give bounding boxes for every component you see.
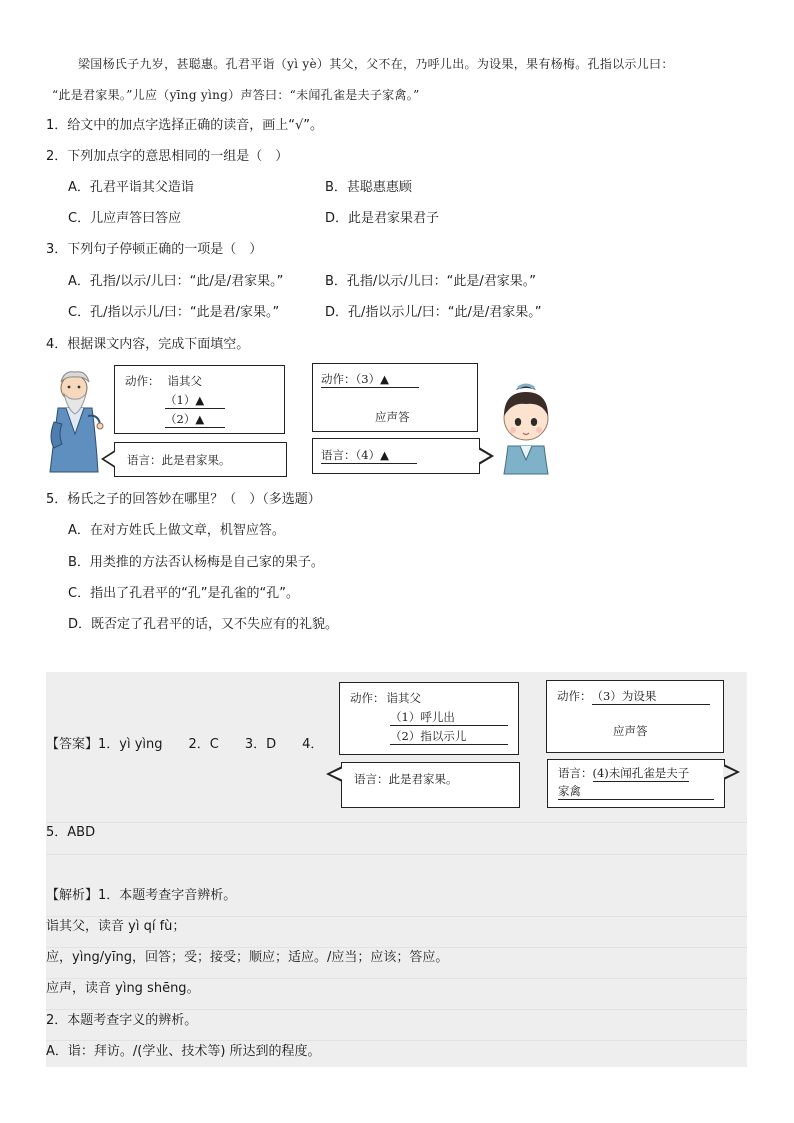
question-3-option-a: A．孔指/以示/儿曰：“此/是/君家果。”	[68, 274, 284, 289]
answer-right-speech-fill-2: 家禽	[558, 783, 714, 800]
answer-left-speech-text: 语言：此是君家果。	[354, 772, 458, 786]
answer-items: 1．yì yìng 2．C 3．D 4．	[98, 737, 324, 752]
question-5-option-c: C．指出了孔君平的“孔”是孔雀的“孔”。	[68, 586, 300, 601]
question-1: 1．给文中的加点字选择正确的读音，画上“√”。	[46, 118, 324, 133]
question-2-option-d: D．此是君家果君子	[325, 211, 440, 226]
blank-2: （2）▲	[165, 411, 225, 428]
analysis-line-4: 应声，读音 yìng shēng。	[46, 981, 200, 996]
left-speech-box	[114, 442, 287, 477]
question-2-option-b: B．甚聪惠惠顾	[325, 180, 412, 195]
answer-right-speech-prefix: 语言：	[558, 766, 593, 780]
right-action-text: 动作：（3）▲	[321, 371, 419, 388]
question-5-option-b: B．用类推的方法否认杨梅是自己家的果子。	[68, 555, 324, 570]
analysis-text-1: 1．本题考查字音辨析。	[98, 888, 237, 903]
analysis-line-5: 2．本题考查字义的辨析。	[46, 1013, 198, 1028]
analysis-line-1	[46, 886, 236, 906]
answer-right-action-box	[546, 680, 724, 753]
question-5-option-a: A．在对方姓氏上做文章，机智应答。	[68, 523, 285, 538]
answer-label: 【答案】	[46, 737, 99, 752]
answer-q5: 5．ABD	[46, 825, 96, 840]
question-3-stem: 3．下列句子停顿正确的一项是（ ）	[46, 242, 263, 257]
right-middle-text: 应声答	[375, 410, 410, 424]
yang-son-illustration	[496, 380, 558, 476]
question-2-option-c: C．儿应声答曰答应	[68, 211, 182, 226]
answer-right-speech-box	[547, 759, 725, 808]
answer-left-action-text: 诣其父	[386, 691, 421, 705]
answer-right-action-fill: （3）为设果	[592, 688, 710, 705]
answer-line	[46, 735, 323, 755]
question-5-stem: 5．杨氏之子的回答妙在哪里？（ ）（多选题）	[46, 492, 321, 507]
analysis-line-2: 诣其父，读音 yì qí fù；	[46, 919, 186, 934]
left-action-label: 动作：	[125, 374, 160, 388]
question-4-stem: 4．根据课文内容，完成下面填空。	[46, 337, 250, 352]
question-2-stem: 2．下列加点字的意思相同的一组是（ ）	[46, 149, 289, 164]
right-action-box	[312, 363, 478, 432]
question-5-option-d: D．既否定了孔君平的话，又不失应有的礼貌。	[68, 617, 339, 632]
answer-right-middle: 应声答	[613, 724, 648, 738]
right-speech-box	[312, 438, 480, 474]
left-speech-text: 语言：此是君家果。	[127, 453, 231, 467]
answer-left-speech-box	[341, 762, 520, 808]
blank-1: （1）▲	[165, 392, 225, 409]
passage-line-1: 梁国杨氏子九岁，甚聪惠。孔君平诣（yì yè）其父，父不在，乃呼儿出。为设果，果有杨梅。孔指以示儿曰：	[78, 57, 674, 71]
answer-left-action-box	[339, 682, 519, 755]
question-3-option-d: D．孔/指以示儿/曰：“此/是/君家果。”	[325, 305, 542, 320]
analysis-label: 【解析】	[46, 888, 99, 903]
answer-fill-2: （2）指以示儿	[390, 728, 508, 745]
question-3-option-c: C．孔/指以示儿/曰：“此是君/家果。”	[68, 305, 280, 320]
left-action-box	[114, 365, 285, 434]
passage-line-2: “此是君家果。”儿应（yīng yìng）声答曰：“未闻孔雀是夫子家禽。”	[52, 88, 420, 102]
answer-right-action-prefix: 动作：	[557, 689, 592, 703]
answer-left-action-label: 动作：	[350, 691, 385, 705]
left-action-text: 诣其父	[167, 374, 202, 388]
answer-right-speech-fill-1: (4)未闻孔雀是夫子	[592, 766, 690, 780]
analysis-line-6: A．诣：拜访。/(学业、技术等) 所达到的程度。	[46, 1044, 321, 1059]
kong-junping-illustration	[44, 368, 106, 476]
answer-fill-1: （1）呼儿出	[390, 709, 508, 726]
analysis-line-3: 应，yìng/yīng，回答；受；接受；顺应；适应。/应当；应该；答应。	[46, 950, 449, 965]
right-speech-text: 语言：（4）▲	[321, 447, 417, 464]
question-3-option-b: B．孔指/以示/儿曰：“此是/君家果。”	[325, 274, 537, 289]
question-2-option-a: A．孔君平诣其父造诣	[68, 180, 194, 195]
